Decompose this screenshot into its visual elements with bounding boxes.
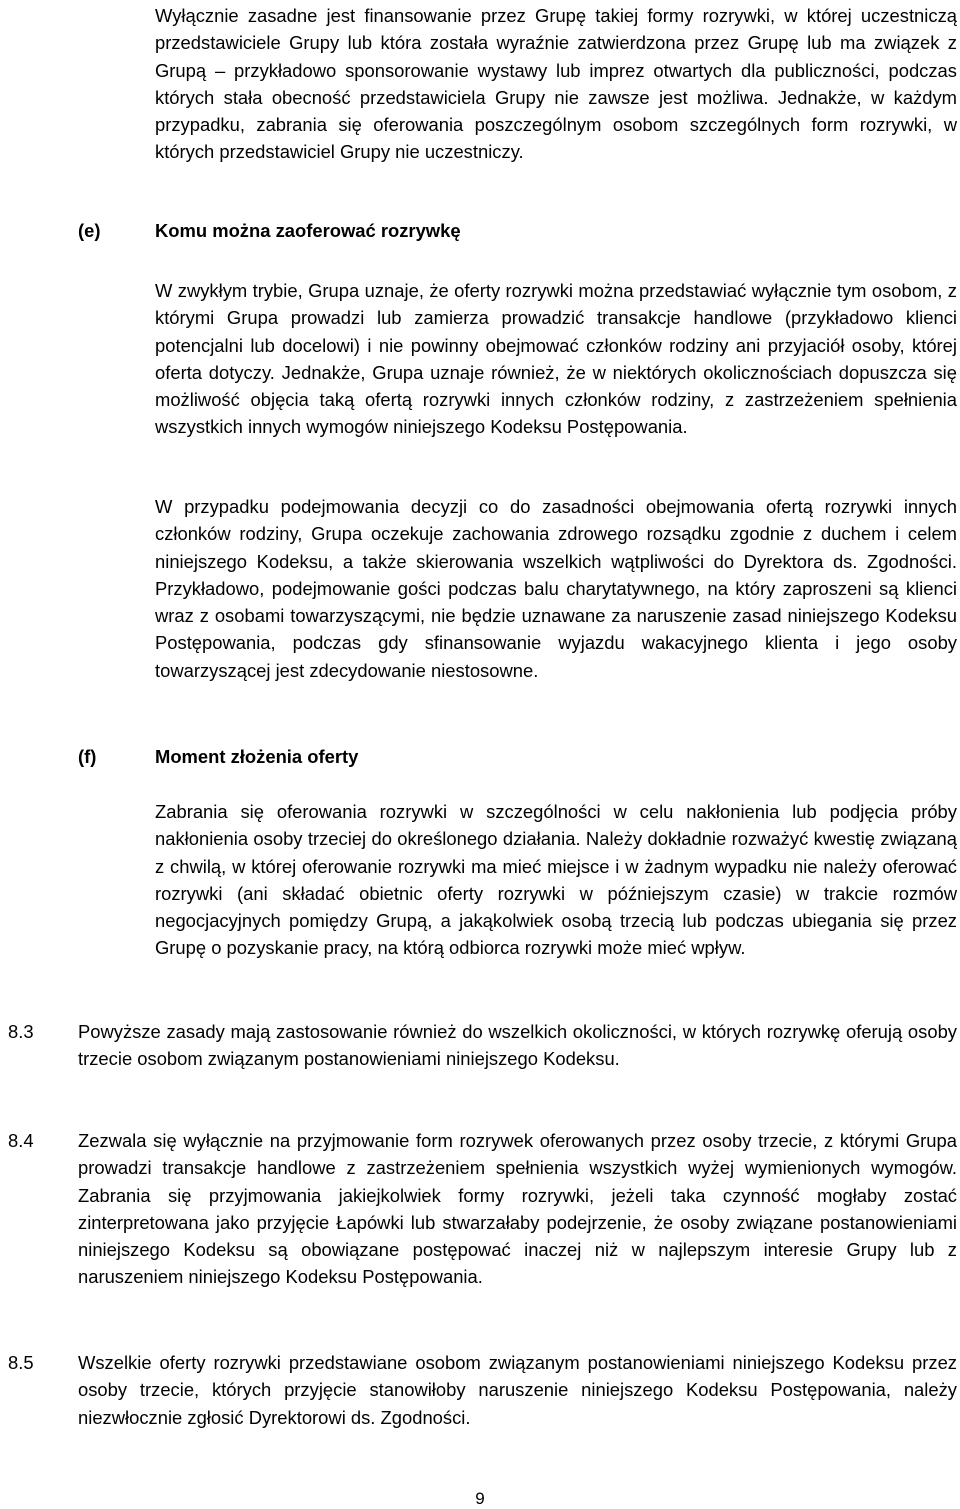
page-number: 9 [475,1489,485,1508]
section-8-3-text: Powyższe zasady mają zastosowanie również do wszelkich okoliczności, w których rozrywkę oferują osoby trzecie osobom związanym postanowieniami niniejszego Kodeksu. [78,1021,957,1070]
section-8-3-number: 8.3 [8,1021,34,1042]
section-f-heading: Moment złożenia oferty [155,746,359,767]
section-8-4-number: 8.4 [8,1130,34,1151]
section-8-5-text: Wszelkie oferty rozrywki przedstawiane osobom związanym postanowieniami niniejszego Kodeksu przez osoby trzecie, których przyjęcie stanowiłoby naruszenie niniejszego Kodeksu Postępowania, należy niezwłocznie zgłosić Dyrektorowi ds. Zgodności. [78,1352,957,1428]
section-8-4-text: Zezwala się wyłącznie na przyjmowanie form rozrywek oferowanych przez osoby trzecie, z którymi Grupa prowadzi transakcje handlowe z zastrzeżeniem spełnienia wszystkich wyżej wymienionych wymogów. Zabrania się przyjmowania jakiejkolwiek formy rozrywki, jeżeli taka czynność mogłaby zostać zinterpretowana jako przyjęcie Łapówki lub stwarzałaby podejrzenie, że osoby związane postanowieniami niniejszego Kodeksu są obowiązane postępować inaczej niż w najlepszym interesie Grupy lub z naruszeniem niniejszego Kodeksu Postępowania. [78,1130,957,1288]
section-e-marker: (e) [78,220,101,241]
section-e-paragraph-1: W zwykłym trybie, Grupa uznaje, że oferty rozrywki można przedstawiać wyłącznie tym osobom, z którymi Grupa prowadzi lub zamierza prowadzić transakcje handlowe (przykładowo klienci potencjalni lub docelowi) i nie powinny obejmować członków rodziny ani przyjaciół osoby, której oferta dotyczy. Jednakże, Grupa uznaje również, że w niektórych okolicznościach dopuszcza się możliwość objęcia taką ofertą rozrywki innych członków rodziny, z zastrzeżeniem spełnienia wszystkich innych wymogów niniejszego Kodeksu Postępowania. [155,280,957,438]
section-f-paragraph-1: Zabrania się oferowania rozrywki w szczególności w celu nakłonienia lub podjęcia próby nakłonienia osoby trzeciej do określonego działania. Należy dokładnie rozważyć kwestię związaną z chwilą, w której oferowanie rozrywki ma mieć miejsce i w żadnym wypadku nie należy oferować rozrywki (ani składać obietnic oferty rozrywki w późniejszym czasie) w trakcie rozmów negocjacyjnych pomiędzy Grupą, a jakąkolwiek osobą trzecią lub podczas ubiegania się przez Grupę o pozyskanie pracy, na którą odbiorca rozrywki może mieć wpływ. [155,801,957,959]
section-8-5-number: 8.5 [8,1352,34,1373]
section-f-marker: (f) [78,746,97,767]
paragraph-funding-scope: Wyłącznie zasadne jest finansowanie przez Grupę takiej formy rozrywki, w której uczestniczą przedstawiciele Grupy lub która została wyraźnie zatwierdzona przez Grupę lub ma związek z Grupą – przykładowo sponsorowanie wystawy lub imprez otwartych dla publiczności, podczas których stała obecność przedstawiciela Grupy nie zawsze jest możliwa. Jednakże, w każdym przypadku, zabrania się oferowania poszczególnym osobom szczególnych form rozrywki, w których przedstawiciel Grupy nie uczestniczy. [155,5,957,163]
section-e-heading: Komu można zaoferować rozrywkę [155,220,461,241]
section-e-paragraph-2: W przypadku podejmowania decyzji co do zasadności obejmowania ofertą rozrywki innych członków rodziny, Grupa oczekuje zachowania zdrowego rozsądku zgodnie z duchem i celem niniejszego Kodeksu, a także skierowania wszelkich wątpliwości do Dyrektora ds. Zgodności. Przykładowo, podejmowanie gości podczas balu charytatywnego, na który zaproszeni są klienci wraz z osobami towarzyszącymi, nie będzie uznawane za naruszenie zasad niniejszego Kodeksu Postępowania, podczas gdy sfinansowanie wyjazdu wakacyjnego klienta i jego osoby towarzyszącej jest zdecydowanie niestosowne. [155,496,957,681]
